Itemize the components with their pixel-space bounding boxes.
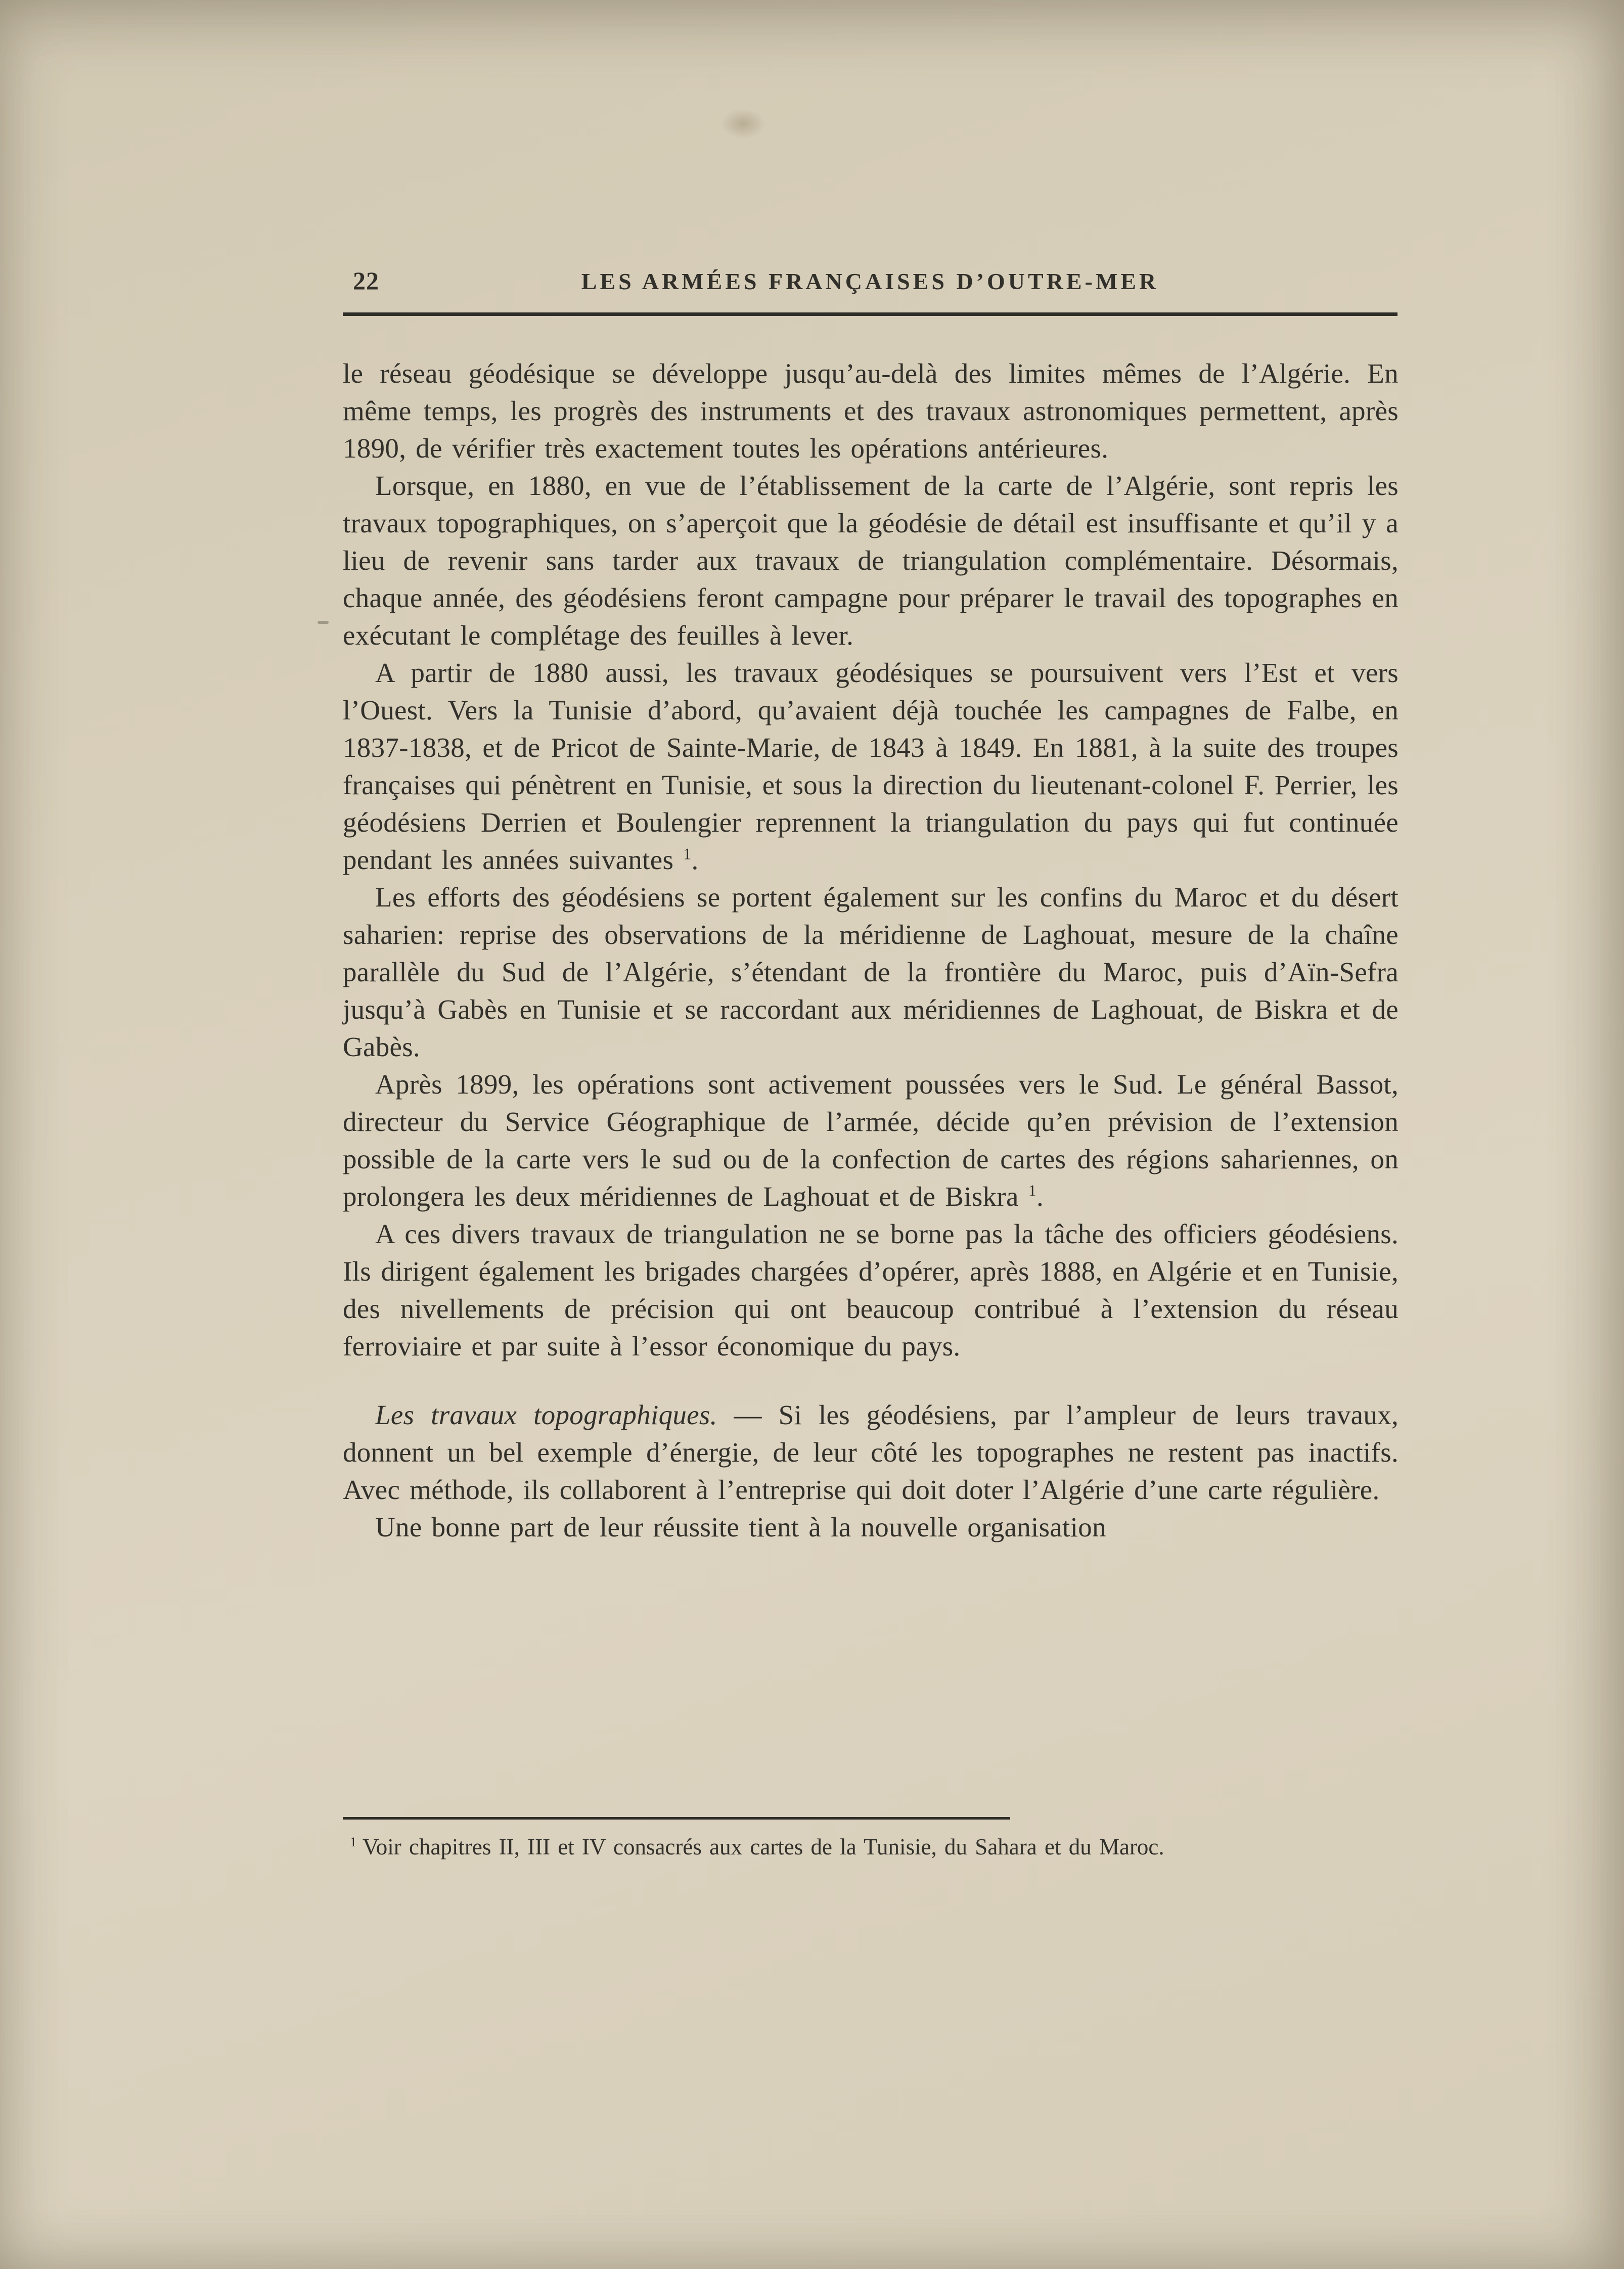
scan-speck	[318, 621, 329, 624]
footnote	[343, 1832, 1399, 1862]
page-header	[343, 265, 1397, 301]
scan-smudge	[720, 109, 766, 139]
body-text	[343, 355, 1399, 1546]
text-run: Une bonne part de leur réussite tient à la nouvelle organisation	[375, 1512, 1106, 1542]
footnote-reference: 1	[683, 845, 692, 863]
text-run: A partir de 1880 aussi, les travaux géodésiques se poursuivent vers l’Est et vers l’Ouest. Vers la Tunisie d’abord, qu’avaient déjà touchée les campagnes de Falbe, en 1837-1838, et de Pricot de Sainte-Marie, de 1843 à 1849. En 1881, à la suite des troupes françaises qui pénètrent en Tunisie, et sous la direction du lieutenant-colonel F. Perrier, les géodésiens Derrien et Boulengier reprennent la triangulation du pays qui fut continuée pendant les années suivantes	[343, 657, 1399, 875]
paragraph	[343, 467, 1399, 654]
footnote-reference: 1	[1028, 1182, 1036, 1200]
text-run: Les efforts des géodésiens se portent également sur les confins du Maroc et du désert saharien: reprise des observations de la méridienne de Laghouat, mesure de la chaîne parallèle du Sud de l’Algérie, s’étendant de la frontière du Maroc, puis d’Aïn-Sefra jusqu’à Gabès en Tunisie et se raccordant aux méridiennes de Laghouat, de Biskra et de Gabès.	[343, 882, 1399, 1062]
paragraph	[343, 1215, 1399, 1365]
footnote-text: Voir chapitres II, III et IV consacrés aux cartes de la Tunisie, du Sahara et du Maroc.	[363, 1834, 1164, 1859]
paragraph	[343, 1509, 1399, 1546]
text-run: — Si les géodésiens, par l’ampleur de leurs travaux, donnent un bel exemple d’énergie, de leur côté les topographes ne restent pas inactifs. Avec méthode, ils collaborent à l’entreprise qui doit doter l’Algérie d’une carte régulière.	[343, 1399, 1399, 1505]
italic-lead: Les travaux topographiques.	[375, 1399, 717, 1430]
page-number: 22	[353, 266, 379, 295]
paragraph	[343, 654, 1399, 879]
footnote-marker: 1	[350, 1835, 357, 1849]
paragraph	[343, 879, 1399, 1066]
paragraph	[343, 355, 1399, 467]
text-run: Après 1899, les opérations sont activement poussées vers le Sud. Le général Bassot, directeur du Service Géographique de l’armée, décide qu’en prévision de l’extension possible de la carte vers le sud ou de la confection de cartes des régions sahariennes, on prolongera les deux méridiennes de Laghouat et de Biskra	[343, 1069, 1399, 1212]
running-title: LES ARMÉES FRANÇAISES D’OUTRE-MER	[581, 268, 1159, 294]
paragraph	[343, 1396, 1399, 1509]
text-run: le réseau géodésique se développe jusqu’au-delà des limites mêmes de l’Algérie. En même temps, les progrès des instruments et des travaux astronomiques permettent, après 1890, de vérifier très exactement toutes les opérations antérieures.	[343, 358, 1399, 464]
paragraph	[343, 1066, 1399, 1215]
text-run: Lorsque, en 1880, en vue de l’établissement de la carte de l’Algérie, sont repris les travaux topographiques, on s’aperçoit que la géodésie de détail est insuffisante et qu’il y a lieu de revenir sans tarder aux travaux de triangulation complémentaire. Désormais, chaque année, des géodésiens feront campagne pour préparer le travail des topographes en exécutant le complétage des feuilles à lever.	[343, 470, 1399, 651]
text-run: .	[691, 844, 699, 875]
text-run: .	[1036, 1181, 1044, 1212]
footnote-rule	[343, 1817, 1010, 1820]
text-run: A ces divers travaux de triangulation ne se borne pas la tâche des officiers géodésiens. Ils dirigent également les brigades chargées d’opérer, après 1888, en Algérie et en Tunisie, des nivellements de précision qui ont beaucoup contribué à l’extension du réseau ferroviaire et par suite à l’essor économique du pays.	[343, 1218, 1399, 1362]
header-rule	[343, 312, 1397, 316]
